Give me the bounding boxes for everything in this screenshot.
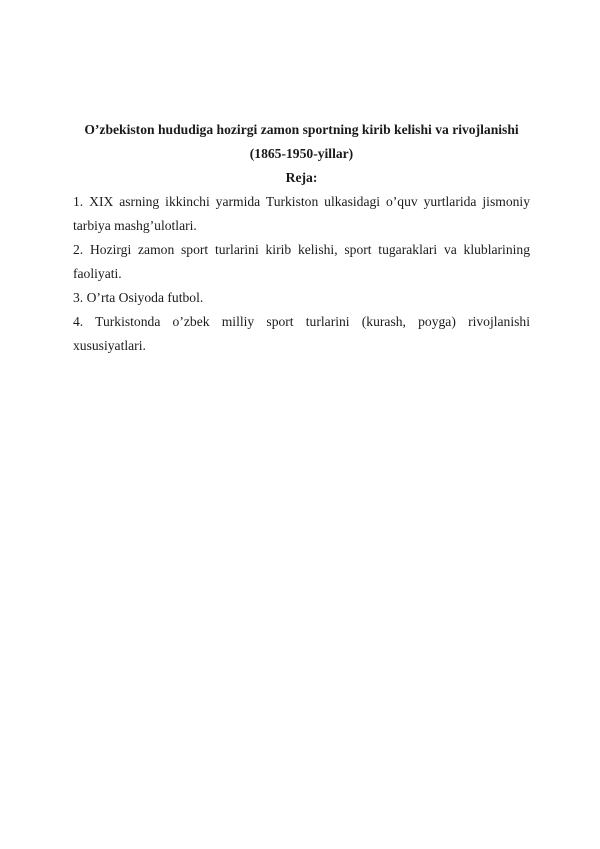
- plan-heading: Reja:: [285, 170, 318, 185]
- document-title: [73, 118, 530, 166]
- plan-item-2: 2. Hozirgi zamon sport turlarini kirib kelishi, sport tugaraklari va klublarining faoliyati.: [73, 242, 530, 281]
- title-line-main: O’zbekiston hududiga hozirgi zamon sportning kirib kelishi va rivojlanishi: [84, 122, 519, 137]
- plan-item-3: 3. O’rta Osiyoda futbol.: [73, 290, 204, 305]
- title-line-years: (1865-1950-yillar): [249, 146, 354, 161]
- plan-list: [73, 190, 530, 358]
- plan-item-4: 4. Turkistonda o’zbek milliy sport turlarini (kurash, poyga) rivojlanishi xususiyatlari.: [73, 314, 530, 353]
- document-content: [73, 118, 530, 358]
- plan-item-1: 1. XIX asrning ikkinchi yarmida Turkiston ulkasidagi o’quv yurtlarida jismoniy tarbiya mashg’ulotlari.: [73, 194, 530, 233]
